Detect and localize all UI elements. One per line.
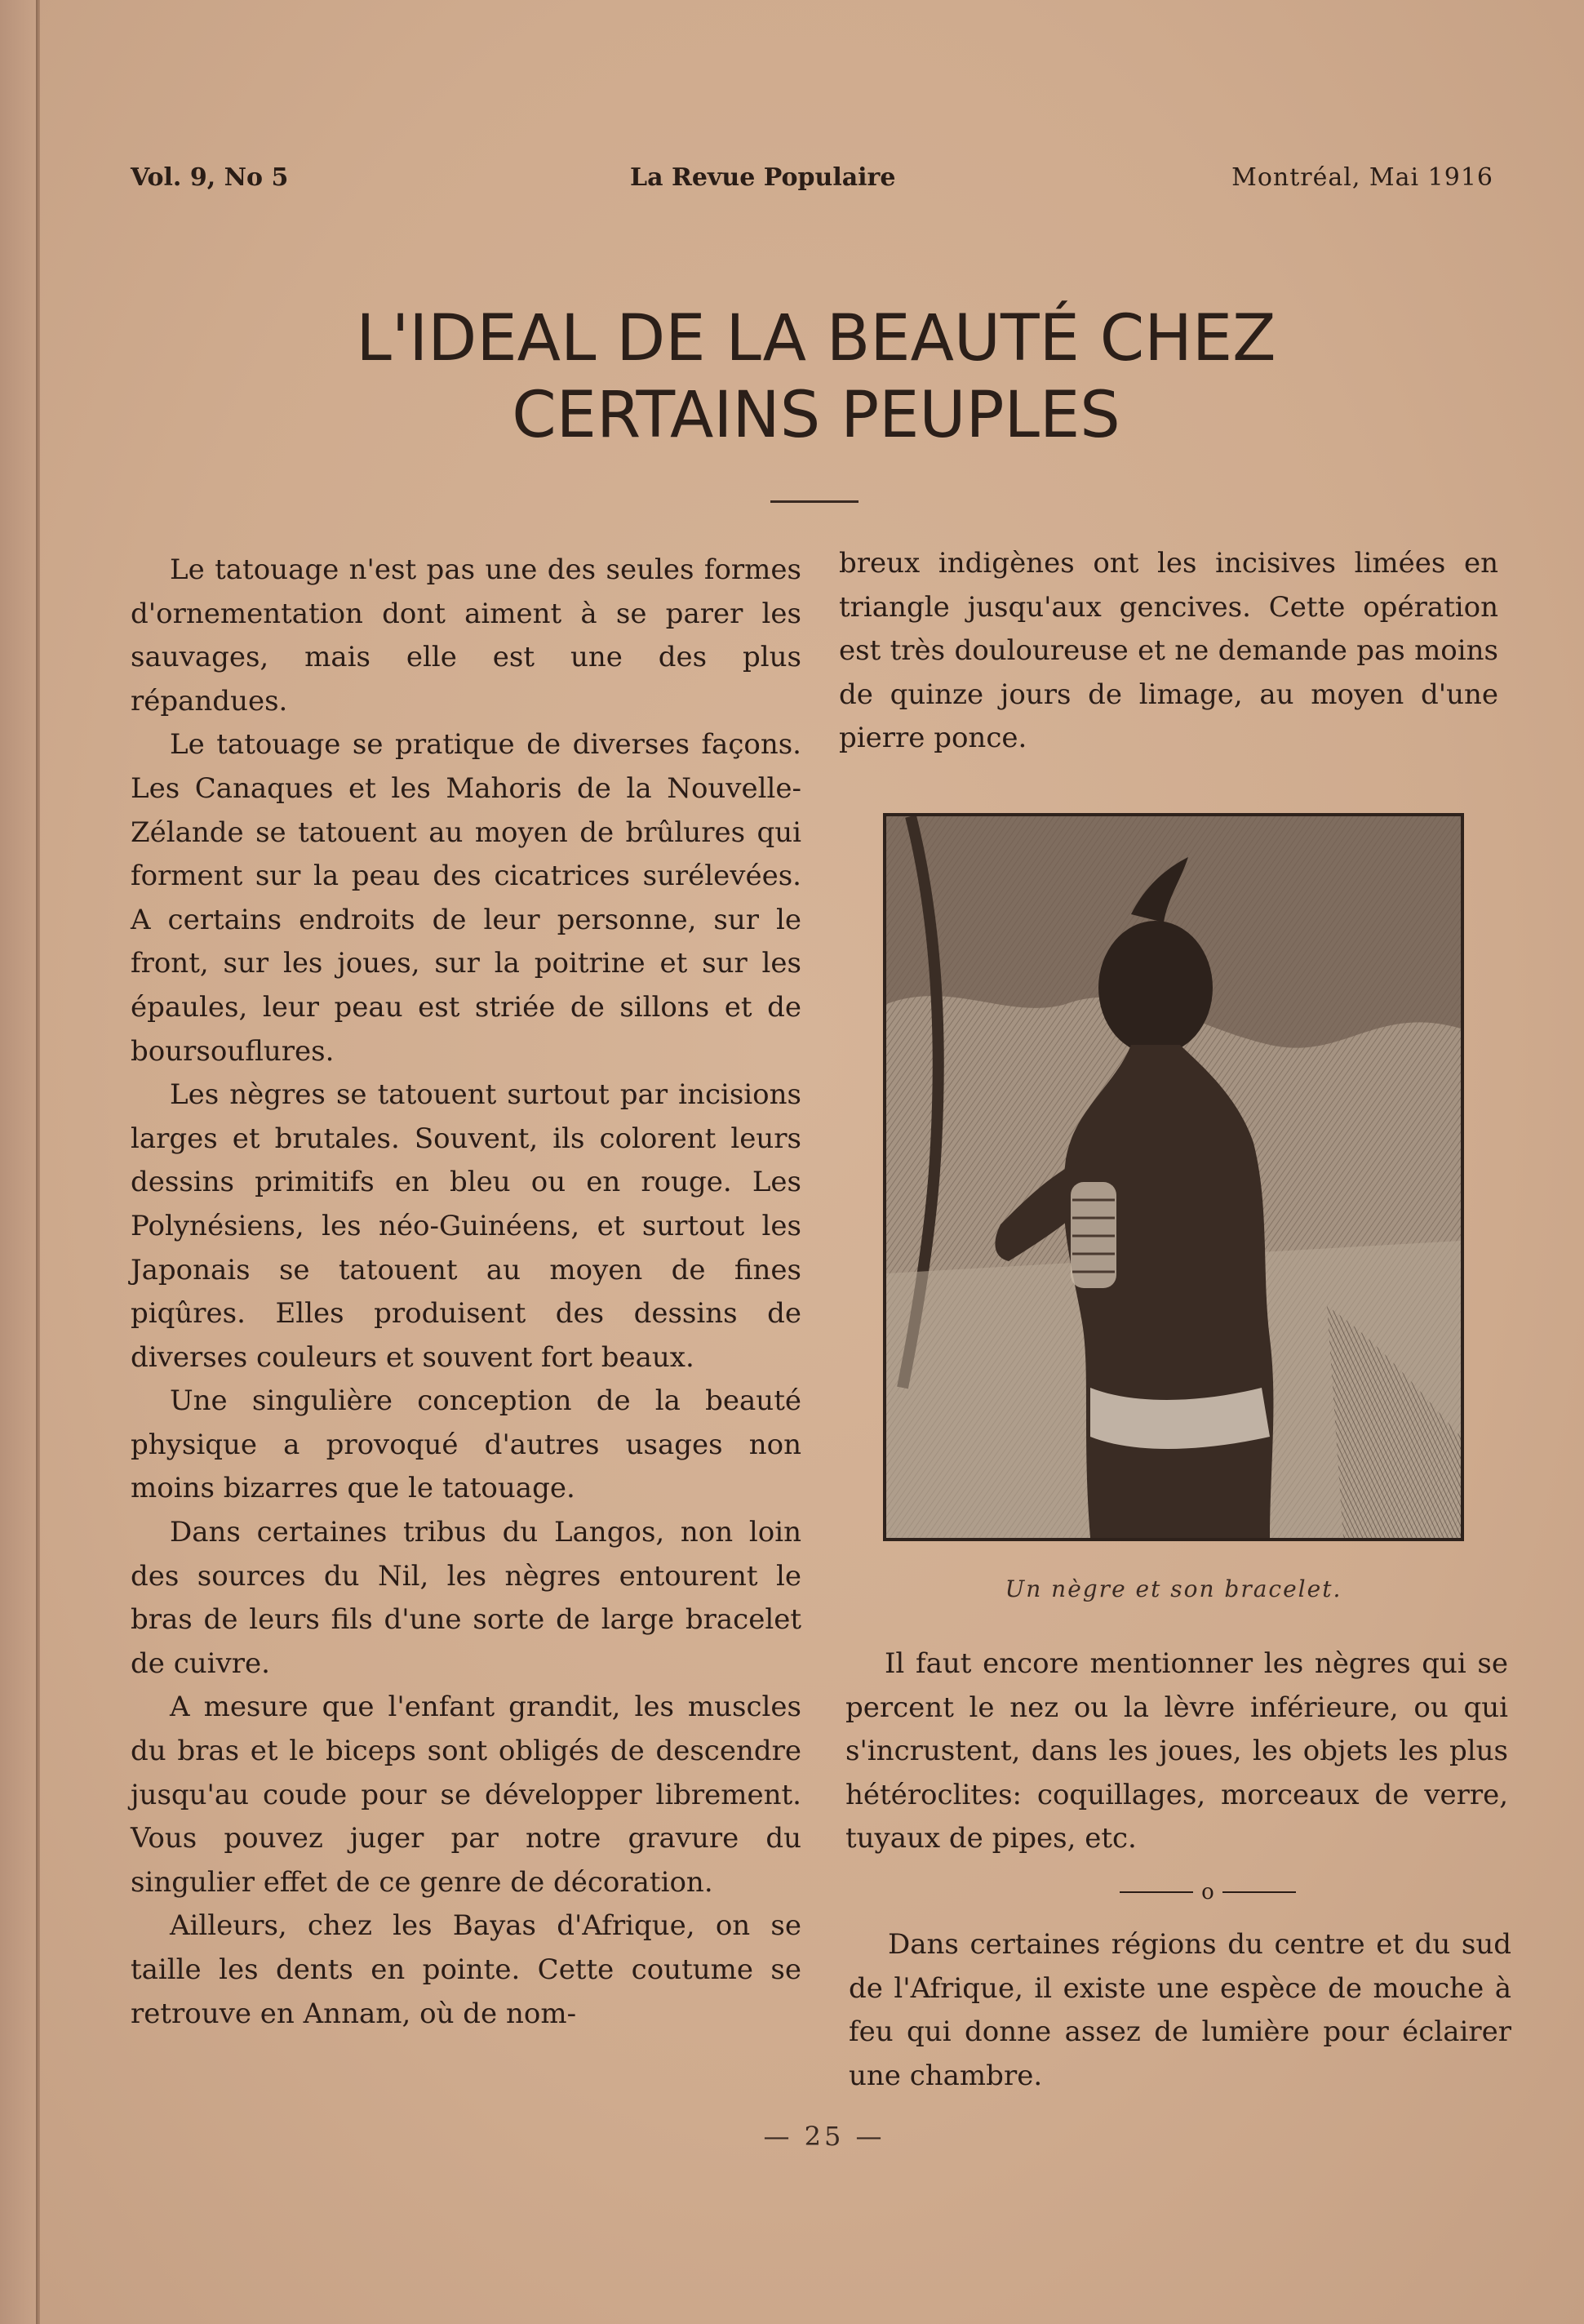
engraving-illustration [886,816,1461,1538]
left-column [131,549,801,2036]
article-title: L'IDEAL DE LA BEAUTÉ CHEZ CERTAINS PEUPLES [356,302,1276,452]
paragraph: Dans certaines tribus du Langos, non loin des sources du Nil, les nègres entourent le bras de leurs fils d'une sorte de large bracelet de cuivre. [131,1516,801,1680]
publication-name: La Revue Populaire [630,163,896,192]
section-separator [1085,1876,1330,1909]
separator-rule-right [1222,1891,1296,1893]
right-column-bottom [845,1642,1508,1861]
title-rule [770,500,859,503]
paragraph: Il faut encore mentionner les nègres qui se percent le nez ou la lèvre inférieure, ou qui s'incrustent, dans les joues, les objets les plus hétéroclites: coquillages, morceaux de verre, tuyaux de pipes, etc. [845,1647,1508,1855]
binding-edge-line [36,0,40,2324]
page-number: — 25 — [763,2121,885,2152]
paragraph: A mesure que l'enfant grandit, les muscles du bras et le biceps sont obligés de descendre jusqu'au coude pour se développer librement. Vous pouvez juger par notre gravure du singulier effet de ce genre de décoration. [131,1691,801,1899]
paragraph-continuation: breux indigènes ont les incisives limées en triangle jusqu'aux gencives. Cette opération est très douloureuse et ne demande pas moins de quinze jours de limage, au moyen d'une pierre ponce. [839,547,1498,755]
separator-rule-left [1120,1891,1193,1893]
running-header [131,163,1493,204]
paragraph: Dans certaines régions du centre et du sud de l'Afrique, il existe une espèce de mouche à feu qui donne assez de lumière pour éclairer une chambre. [849,1928,1511,2092]
figure-photo [883,813,1464,1541]
closing-column [849,1923,1511,2098]
paragraph: Une singulière conception de la beauté physique a provoqué d'autres usages non moins bizarres que le tatouage. [131,1384,801,1505]
binding-gutter [0,0,36,2324]
volume-number: Vol. 9, No 5 [131,163,289,192]
figure-caption: Un nègre et son bracelet. [1005,1575,1342,1602]
paragraph: Le tatouage se pratique de diverses façons. Les Canaques et les Mahoris de la Nouvelle-Zélande se tatouent au moyen de brûlures qui forment sur la peau des cicatrices surélevées. A certains endroits de leur personne, sur le front, sur les joues, sur la poitrine et sur les épaules, leur peau est striée de sillons et de boursouflures. [131,728,801,1068]
paragraph: Les nègres se tatouent surtout par incisions larges et brutales. Souvent, ils colorent leurs dessins primitifs en bleu ou en rouge. Les Polynésiens, les néo-Guinéens, et surtout les Japonais se tatouent au moyen de fines piqûres. Elles produisent des dessins de diverses couleurs et souvent fort beaux. [131,1078,801,1374]
paragraph: Ailleurs, chez les Bayas d'Afrique, on se taille les dents en pointe. Cette coutume se retrouve en Annam, où de nom- [131,1909,801,2030]
right-column-top [839,542,1498,761]
paragraph: Le tatouage n'est pas une des seules formes d'ornementation dont aiment à se parer les sauvages, mais elle est une des plus répandues. [131,553,801,718]
place-and-date: Montréal, Mai 1916 [1231,163,1493,192]
separator-mark: o [1201,1880,1214,1904]
